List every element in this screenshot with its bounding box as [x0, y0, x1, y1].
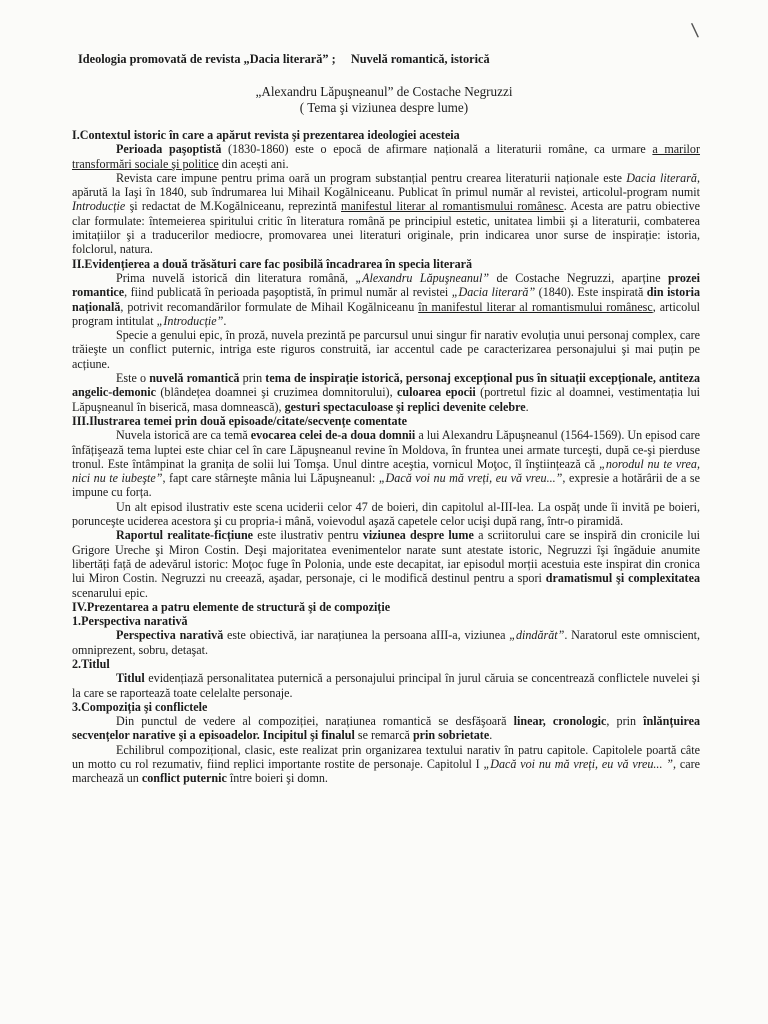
text-run: (portretul fizic al doamnei, vestimentația lui Lăpuşneanul în biserică, masa domnească),	[72, 385, 700, 414]
bold-term: din istoria națională	[72, 285, 700, 314]
text-run: Prima nuvelă istorică din literatura română,	[116, 270, 356, 285]
text-run: scenarului epic.	[72, 585, 148, 600]
text-run: , potrivit recomandărilor formulate de Mihail Kogălniceanu	[120, 299, 419, 314]
italic-term: „dindărăt”	[509, 628, 565, 643]
pen-mark: \	[690, 19, 700, 42]
italic-term: „Alexandru Lăpuşneanul”	[355, 270, 490, 285]
text-run: (blândețea doamnei şi cruzimea domnitorului),	[155, 385, 398, 400]
text-run: , articolul program intitulat	[72, 299, 701, 328]
text-run: . Acesta are patru obiective clar formulate: întemeierea spiritului critic în literatura română pe principiul estetic, unitatea limbii şi a literaturii, combaterea imitațiilor şi a traducerilor mediocre, promovarea unei literaturi originale, prin indicarea unor surse de inspirație: istoria, folclorul, natura.	[72, 199, 701, 257]
text-run: , fiind publicată în perioada paşoptistă, în primul număr al revistei	[124, 285, 452, 300]
bold-term: tema de inspirație istorică, personaj excepțional pus în situații excepționale, antiteza angelic-demonic	[72, 371, 700, 400]
paragraph	[72, 528, 700, 599]
text-run: (1840). Este inspirată	[535, 285, 647, 300]
text-run: din acești ani.	[218, 156, 289, 171]
underlined-term: în manifestul literar al romantismului românesc	[418, 299, 653, 314]
bold-term: conflict puternic	[141, 771, 227, 786]
text-run: între boieri şi domn.	[226, 771, 328, 786]
text-run: .	[223, 313, 227, 328]
paragraph	[72, 171, 700, 257]
text-run: .	[489, 728, 493, 743]
section-heading-1: I.Contextul istoric în care a apărut revista şi prezentarea ideologiei acesteia	[72, 128, 460, 142]
document-header	[78, 52, 698, 67]
text-run: a scriitorului care se inspiră din cronicile lui Grigore Ureche şi Miron Costin. Deşi majoritatea evenimentelor narate sunt atestate istoric, Negruzzi îşi îngăduie anumite libertăți față de adevărul istoric: Moţoc fuge în Polonia, unde este decapitat, iar episodul morții acestuia este inspirat din cronica lui Miron Costin. Negruzzi nu creează, aşadar, personaje, ci le modifică destinul pentru a spori	[72, 528, 700, 586]
section-heading-4: IV.Prezentarea a patru elemente de structură şi de compoziție	[72, 599, 391, 614]
text-run: de Costache Negruzzi, aparține	[489, 270, 668, 285]
text-run: se remarcă	[354, 728, 413, 743]
section-heading-3: III.Ilustrarea temei prin două episoade/citate/secvențe comentate	[72, 413, 407, 428]
document-body	[72, 128, 700, 786]
italic-term: „Dacia literară”	[451, 285, 536, 300]
text-run: (1830-1860) este o epocă de afirmare națională a literaturii române, ca urmare	[221, 142, 653, 157]
paragraph	[72, 142, 700, 171]
subsection-heading: 2.Titlul	[72, 656, 110, 671]
text-run: a lui Alexandru Lăpuşneanul (1564-1569). Un episod care înfățişează tema luptei este chiar cel în care Lăpuşneanul revine în Moldova, în fruntea unei armate turceşti, după ce-şi pierduse tronul. Este întâmpinat la granița de solii lui Tomşa. Unul dintre aceştia, vornicul Moţoc, îl înştiințează că	[72, 428, 700, 471]
bold-term: viziunea despre lume	[362, 528, 474, 543]
bold-term: gesturi spectaculoase şi replici devenite celebre	[284, 399, 526, 414]
paragraph	[72, 714, 700, 743]
text-run: , prin	[606, 714, 644, 729]
section-heading-2: II.Evidențierea a două trăsături care fac posibilă încadrarea în specia literară	[72, 256, 473, 271]
bold-term: înlănțuirea secvențelor narative şi a episoadelor. Incipitul şi finalul	[72, 714, 701, 743]
italic-term: „norodul nu te vrea, nici nu te iubeşte”	[72, 456, 700, 486]
text-run: evidențiază personalitatea puternică a personajului principal în jurul căruia se concentrează conflictele nuvelei şi la care se raportează toate celelalte personaje.	[72, 671, 700, 700]
bold-term: Raportul realitate-ficțiune	[116, 528, 254, 543]
text-run: Din punctul de vedere al compoziției, narațiunea romantică se desfăşoară	[116, 714, 514, 729]
italic-term: Introducție	[72, 199, 126, 214]
header-genre: Nuvelă romantică, istorică	[350, 52, 490, 66]
document-title: „Alexandru Lăpuşneanul” de Costache Negruzzi	[255, 84, 513, 99]
paragraph	[72, 743, 700, 786]
underlined-term: manifestul literar al romantismului românesc	[341, 199, 564, 214]
italic-term: Dacia literară	[626, 170, 697, 185]
document-subtitle: ( Tema şi viziunea despre lume)	[299, 100, 469, 115]
italic-term: „Introducție”	[156, 313, 224, 328]
text-run: , apărută la Iaşi în 1840, sub îndrumarea lui Mihail Kogălniceanu. Publicat în primul număr al revistei, articolul-program numit	[72, 170, 700, 200]
text-run: Echilibrul compozițional, clasic, este realizat prin organizarea textului narativ în patru capitole. Capitolele poartă câte un motto cu rol rezumativ, fiind replici importante rostite de personaje. Capitolul I	[72, 742, 700, 772]
paragraph	[72, 271, 700, 328]
text-run: , care marchează un	[72, 757, 700, 786]
bold-term: Perioada paşoptistă	[116, 142, 222, 157]
text-run: Nuvela istorică are ca temă	[116, 428, 251, 443]
bold-term: nuvelă romantică	[149, 371, 240, 386]
underlined-term: a marilor transformări sociale şi politice	[72, 142, 700, 171]
paragraph: Specie a genului epic, în proză, nuvela prezintă pe parcursul unui singur fir narativ evoluția unui personaj complex, care trăieşte un conflict puternic, intriga este riguros construită, iar accentul cade pe caracterizarea personajului şi mai puțin pe acțiune.	[72, 328, 700, 371]
bold-term: prin sobrietate	[412, 728, 490, 743]
title-block	[0, 84, 768, 116]
header-topic: Ideologia promovată de revista „Dacia literară” ;	[78, 52, 336, 66]
text-run: .	[525, 399, 529, 414]
bold-term: prozei romantice	[72, 270, 700, 300]
italic-term: „Dacă voi nu mă vreți, eu vă vreu... ”	[483, 757, 674, 772]
text-run: Revista care impune pentru prima oară un program substanțial pentru crearea literaturii naționale este	[116, 170, 627, 185]
paragraph	[72, 428, 700, 499]
paragraph	[72, 371, 700, 414]
text-run: , fapt care stârneşte mânia lui Lăpuşneanul:	[162, 471, 379, 486]
subsection-heading: 1.Perspectiva narativă	[72, 614, 188, 629]
paragraph: Un alt episod ilustrativ este scena uciderii celor 47 de boieri, din capitolul al-III-lea. La ospăț unde îi invită pe boieri, porunceşte uciderea acestora şi cu propria-i mână, voievodul aşază capetele celor ucişi după rang, într-o piramidă.	[72, 499, 700, 529]
paragraph	[72, 628, 700, 657]
bold-term: culoarea epocii	[397, 385, 476, 400]
bold-term: evocarea celei de-a doua domnii	[250, 428, 416, 443]
text-run: . Naratorul este omniscient, omniprezent, sobru, detaşat.	[72, 628, 701, 657]
bold-term: Perspectiva narativă	[116, 628, 224, 643]
subsection-heading: 3.Compoziția şi conflictele	[72, 699, 208, 714]
text-run: Este o	[116, 371, 150, 386]
bold-term: dramatismul şi complexitatea	[545, 571, 700, 586]
bold-term: Titlul	[116, 671, 145, 686]
text-run: şi redactat de M.Kogălniceanu, reprezintă	[125, 199, 342, 214]
italic-term: „Dacă voi nu mă vreți, eu vă vreu...”	[378, 471, 563, 486]
text-run: este obiectivă, iar narațiunea la persoana aIII-a, viziunea	[223, 628, 510, 643]
paragraph	[72, 671, 700, 700]
text-run: prin	[239, 371, 266, 386]
text-run: , expresie a hotărârii de a se impune cu forța.	[72, 471, 700, 500]
text-run: este ilustrativ pentru	[253, 528, 363, 543]
bold-term: linear, cronologic	[513, 714, 607, 729]
